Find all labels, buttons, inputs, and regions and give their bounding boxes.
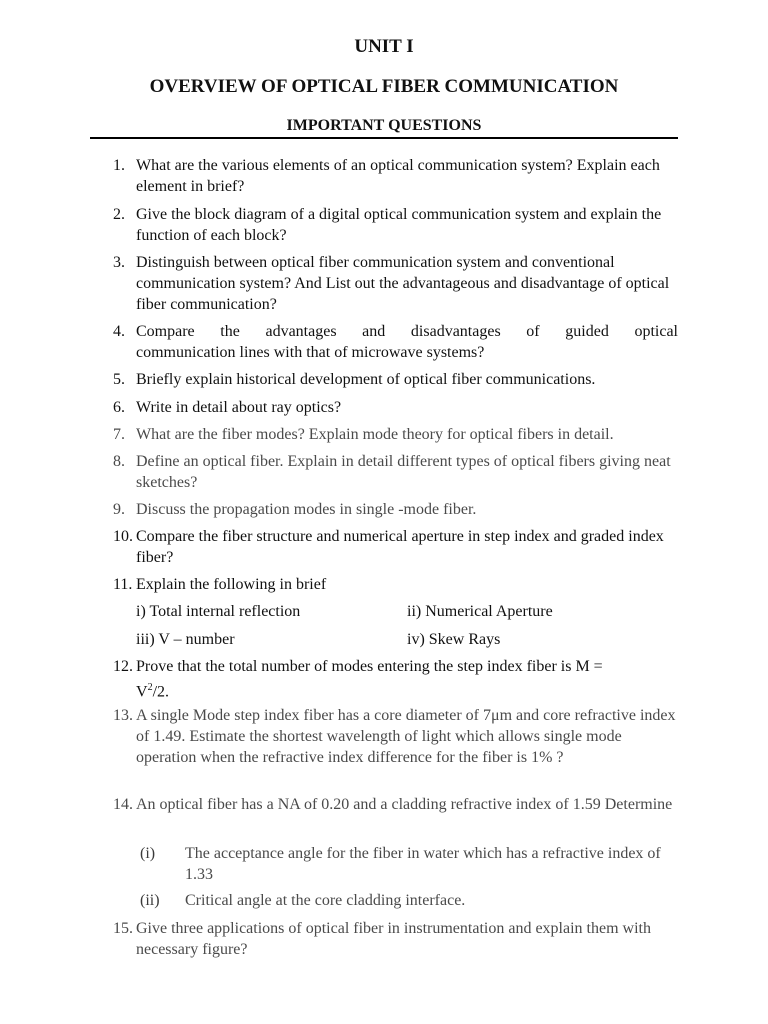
- question-number: 7.: [113, 426, 125, 443]
- question-number: 8.: [113, 453, 125, 470]
- question-item: [113, 918, 678, 960]
- question-text: Compare the fiber structure and numerical aperture in step index and graded index fiber?: [136, 528, 664, 566]
- question-text-line: Prove that the total number of modes entering the step index fiber is M =: [136, 658, 603, 675]
- sub-item: iii) V – number: [136, 631, 235, 648]
- question-number: 3.: [113, 254, 125, 271]
- question-item: [113, 397, 678, 418]
- question-item: [113, 451, 678, 493]
- question-item: [113, 499, 678, 520]
- roman-numeral: (i): [140, 845, 156, 862]
- question-item: [113, 321, 678, 363]
- question-text: Explain the following in brief: [136, 576, 327, 593]
- question-text: Discuss the propagation modes in single -mode fiber.: [136, 501, 477, 518]
- question-item: [113, 526, 678, 568]
- question-item: [113, 656, 678, 702]
- question-number: 4.: [113, 323, 125, 340]
- question-text: Give the block diagram of a digital optical communication system and explain the function of each block?: [136, 206, 662, 244]
- question-item: [113, 155, 678, 197]
- question-text-line: communication lines with that of microwave systems?: [136, 344, 485, 361]
- question-item: [113, 204, 678, 246]
- question-text: Write in detail about ray optics?: [136, 399, 342, 416]
- page-title: OVERVIEW OF OPTICAL FIBER COMMUNICATION: [149, 76, 619, 97]
- sub-item: The acceptance angle for the fiber in water which has a refractive index of 1.33: [185, 845, 661, 883]
- question-number: 1.: [113, 157, 125, 174]
- question-number: 6.: [113, 399, 125, 416]
- question-text: An optical fiber has a NA of 0.20 and a cladding refractive index of 1.59 Determine: [136, 796, 673, 813]
- roman-numeral: (ii): [140, 892, 160, 909]
- question-number: 5.: [113, 371, 125, 388]
- question-number: 12.: [113, 658, 133, 675]
- formula-superscript: 2: [147, 682, 153, 693]
- question-number: 13.: [113, 707, 133, 724]
- question-number: 15.: [113, 920, 133, 937]
- question-item: [113, 424, 678, 445]
- question-text: Give three applications of optical fiber in instrumentation and explain them with necessary figure?: [136, 920, 651, 958]
- question-item: [113, 794, 678, 815]
- question-number: 14.: [113, 796, 133, 813]
- question-text: Distinguish between optical fiber communication system and conventional communication system? And List out the advantageous and disadvantage of optical fiber communication?: [136, 254, 670, 313]
- formula-variable: V: [136, 683, 148, 701]
- question-number: 11.: [113, 576, 133, 593]
- question-text: What are the fiber modes? Explain mode theory for optical fibers in detail.: [136, 426, 614, 443]
- formula-line: [113, 677, 678, 702]
- question-number: 9.: [113, 501, 125, 518]
- question-item: [113, 369, 678, 390]
- sub-item: ii) Numerical Aperture: [407, 603, 553, 620]
- question-number: 2.: [113, 206, 125, 223]
- unit-heading: UNIT I: [354, 36, 414, 57]
- question-text: Briefly explain historical development of optical fiber communications.: [136, 371, 596, 388]
- question-item: [113, 574, 678, 595]
- sub-item: iv) Skew Rays: [407, 631, 501, 648]
- sub-item: Critical angle at the core cladding interface.: [185, 892, 466, 909]
- title-underline-divider: [90, 137, 678, 139]
- question-number: 10.: [113, 528, 133, 545]
- section-subtitle: IMPORTANT QUESTIONS: [286, 117, 482, 134]
- sub-item: i) Total internal reflection: [136, 603, 301, 620]
- question-item: [113, 252, 678, 315]
- question-text: Define an optical fiber. Explain in detail different types of optical fibers giving neat sketches?: [136, 453, 671, 491]
- question-text: What are the various elements of an optical communication system? Explain each element in brief?: [136, 157, 660, 195]
- question-text-line: Compare the advantages and disadvantages of guided optical: [136, 323, 678, 340]
- question-text: A single Mode step index fiber has a core diameter of 7μm and core refractive index of 1.49. Estimate the shortest wavelength of light which allows single mode operation when the refractive index difference for the fiber is 1% ?: [136, 707, 676, 766]
- formula-rest: /2.: [152, 683, 170, 701]
- question-item: [113, 705, 678, 768]
